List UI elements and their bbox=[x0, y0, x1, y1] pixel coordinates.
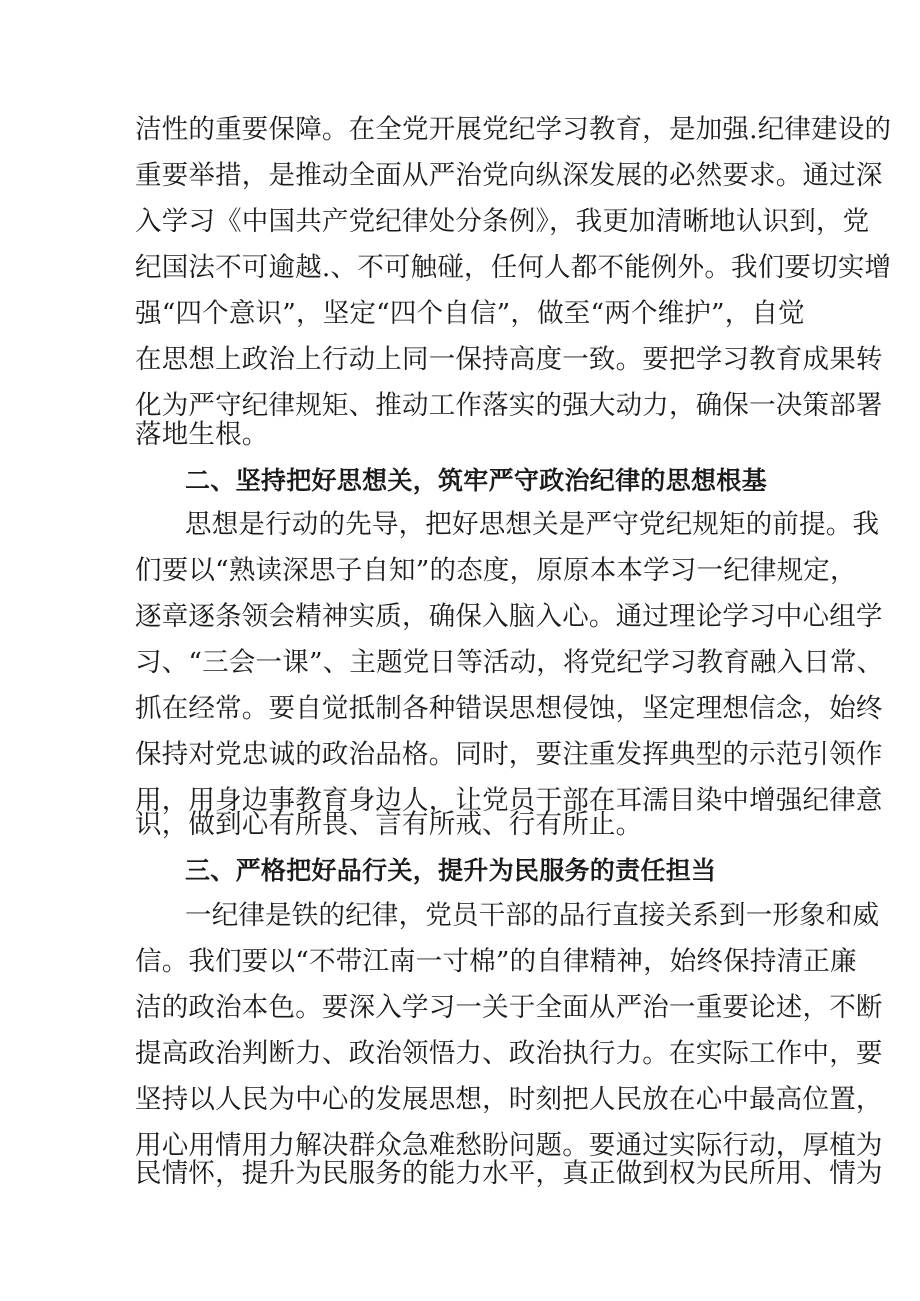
paragraph-2-line-8: 识，做到心有所畏、言有所戒、行有所止。 bbox=[135, 809, 643, 840]
paragraph-3-line-1: 一纪律是铁的纪律，党员干部的品行直接关系到一形象和威 bbox=[185, 900, 880, 931]
paragraph-2-line-3: 逐章逐条领会精神实质，确保入脑入心。通过理论学习中心组学 bbox=[135, 601, 883, 632]
paragraph-2-line-2: 们要以“熟读深思子自知”的态度，原原本本学习一纪律规定， bbox=[135, 555, 857, 586]
paragraph-2-line-6: 保持对党忠诚的政治品格。同时，要注重发挥典型的示范引领作 bbox=[135, 739, 883, 770]
paragraph-1-line-6: 在思想上政治上行动上同一保持高度一致。要把学习教育成果转 bbox=[135, 344, 883, 375]
paragraph-3-line-6: 用心用情用力解决群众急难愁盼问题。要通过实际行动，厚植为 bbox=[135, 1130, 883, 1161]
paragraph-3-line-4: 提高政治判断力、政治领悟力、政治执行力。在实际工作中，要 bbox=[135, 1038, 883, 1069]
paragraph-1-line-8: 落地生根。 bbox=[135, 419, 269, 450]
paragraph-2-line-1: 思想是行动的先导，把好思想关是严守党纪规矩的前提。我 bbox=[185, 509, 880, 540]
paragraph-1-line-1: 洁性的重要保障。在全党开展党纪学习教育，是加强.纪律建设的 bbox=[135, 114, 892, 145]
paragraph-2-line-7: 用，用身边事教育身边人，让党员干部在耳濡目染中增强纪律意 bbox=[135, 785, 883, 816]
paragraph-1-line-7: 化为严守纪律规矩、推动工作落实的强大动力，确保一决策部署 bbox=[135, 390, 883, 421]
paragraph-3-line-5: 坚持以人民为中心的发展思想，时刻把人民放在心中最高位置， bbox=[135, 1084, 883, 1115]
paragraph-1-line-3: 入学习《中国共产党纪律处分条例》，我更加清晰地认识到，党 bbox=[135, 206, 870, 237]
paragraph-3-line-2: 信。我们要以“不带江南一寸棉”的自律精神，始终保持清正廉 bbox=[135, 946, 857, 977]
section-heading-3: 三、严格把好品行关，提升为民服务的责任担当 bbox=[185, 856, 717, 885]
paragraph-2-line-4: 习、“三会一课”、主题党日等活动，将党纪学习教育融入日常、 bbox=[135, 647, 884, 678]
section-heading-2: 二、坚持把好思想关，筑牢严守政治纪律的思想根基 bbox=[185, 466, 767, 495]
paragraph-2-line-5: 抓在经常。要自觉抵制各种错误思想侵蚀，坚定理想信念，始终 bbox=[135, 693, 883, 724]
paragraph-1-line-2: 重要举措，是推动全面从严治党向纵深发展的必然要求。通过深 bbox=[135, 160, 883, 191]
paragraph-3-line-7: 民情怀，提升为民服务的能力水平，真正做到权为民所用、情为 bbox=[135, 1158, 883, 1189]
paragraph-3-line-3: 洁的政治本色。要深入学习一关于全面从严治一重要论述，不断 bbox=[135, 992, 883, 1023]
paragraph-1-line-4: 纪国法不可逾越.、不可触碰，任何人都不能例外。我们要切实增 bbox=[135, 252, 892, 283]
paragraph-1-line-5: 强“四个意识”，坚定“四个自信”，做至“两个维护”，自觉 bbox=[135, 298, 805, 329]
